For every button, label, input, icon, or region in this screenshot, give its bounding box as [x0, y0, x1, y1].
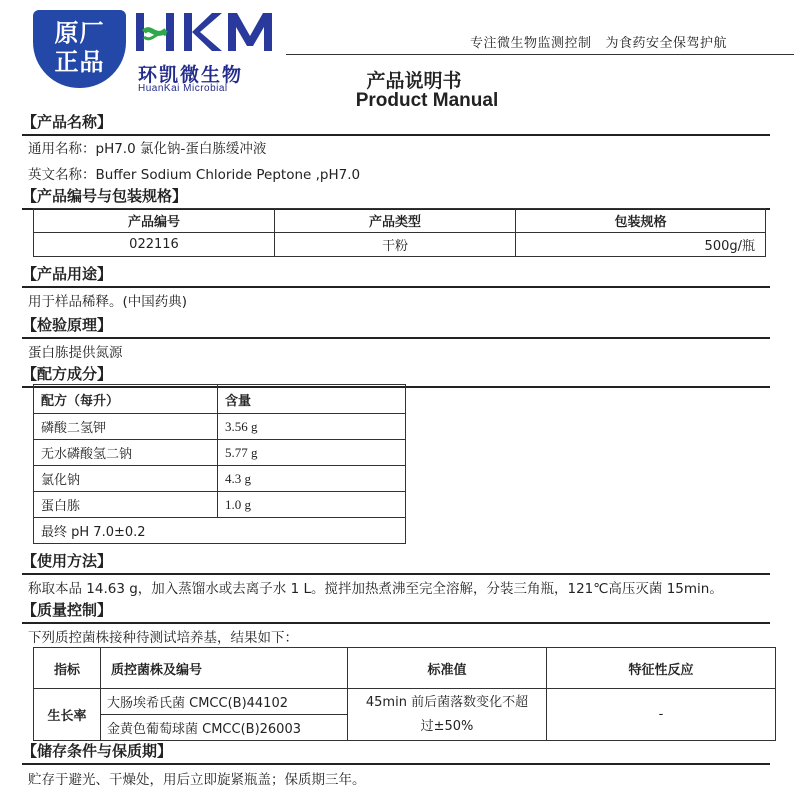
header-divider: [286, 54, 794, 55]
english-name: 英文名称：Buffer Sodium Chloride Peptone ,pH7.0: [28, 167, 361, 183]
common-name: 通用名称：pH7.0 氯化钠-蛋白胨缓冲液: [28, 141, 267, 157]
title-chinese: 产品说明书: [366, 70, 462, 92]
table-header-row: [34, 385, 406, 414]
qc-table: [33, 647, 776, 741]
spec-table: [33, 208, 766, 257]
package-size: 500g/瓶: [515, 233, 765, 257]
header-cell: 含量: [218, 385, 406, 414]
section-product-name: 【产品名称】: [22, 112, 770, 136]
method-text: 称取本品 14.63 g，加入蒸馏水或去离子水 1 L。搅拌加热煮沸至完全溶解，分装三角瓶，121℃高压灭菌 15min。: [28, 581, 723, 597]
final-ph: 最终 pH 7.0±0.2: [34, 518, 406, 544]
section-formula: 【配方成分】: [22, 364, 770, 388]
indicator: 生长率: [34, 689, 101, 741]
section-storage: 【储存条件与保质期】: [22, 741, 770, 765]
section-method: 【使用方法】: [22, 551, 770, 575]
title-english: Product Manual: [355, 90, 499, 111]
storage-text: 贮存于避光、干燥处，用后立即旋紧瓶盖；保质期三年。: [28, 772, 366, 788]
table-row: [34, 414, 406, 440]
section-use: 【产品用途】: [22, 264, 770, 288]
standard-value: [348, 689, 547, 741]
section-spec: 【产品编号与包装规格】: [22, 186, 770, 210]
principle-text: 蛋白胨提供氮源: [28, 345, 123, 361]
tagline: [470, 32, 727, 51]
strain: 大肠埃希氏菌 CMCC(B)44102: [101, 689, 348, 715]
amount: 3.56 g: [218, 414, 406, 440]
qc-intro: 下列质控菌株接种待测试培养基，结果如下：: [28, 630, 298, 646]
amount: 4.3 g: [218, 466, 406, 492]
ingredient: 磷酸二氢钾: [34, 414, 218, 440]
logo-english-name: HuanKai Microbial: [138, 83, 228, 94]
table-header-row: [34, 209, 766, 233]
amount: 5.77 g: [218, 440, 406, 466]
header-cell: 配方（每升）: [34, 385, 218, 414]
table-row: [34, 518, 406, 544]
logo-chinese-name: 环凯微生物: [138, 64, 244, 86]
ingredient: 无水磷酸氢二钠: [34, 440, 218, 466]
hkm-logo-mark: [134, 10, 280, 60]
standard-line1: 45min 前后菌落数变化不超: [365, 694, 529, 710]
tagline-left: 专注微生物监测控制: [470, 36, 592, 51]
tagline-right: 为食药安全保驾护航: [605, 36, 728, 51]
badge-line1: 原厂: [54, 19, 105, 47]
strain: 金黄色葡萄球菌 CMCC(B)26003: [101, 715, 348, 741]
ingredient: 蛋白胨: [34, 492, 218, 518]
header-cell: 包装规格: [515, 209, 765, 233]
amount: 1.0 g: [218, 492, 406, 518]
ingredient: 氯化钠: [34, 466, 218, 492]
table-row: [34, 492, 406, 518]
formula-table: [33, 384, 406, 544]
use-text: 用于样品稀释。(中国药典): [28, 294, 188, 310]
header-cell: 产品编号: [34, 209, 275, 233]
standard-line2: 过±50%: [420, 718, 474, 734]
characteristic-reaction: -: [547, 689, 776, 741]
table-header-row: [34, 648, 776, 689]
header-cell: 产品类型: [274, 209, 515, 233]
badge-line2: 正品: [54, 48, 105, 76]
product-type: 干粉: [274, 233, 515, 257]
table-row: [34, 466, 406, 492]
header-cell: 质控菌株及编号: [101, 648, 348, 689]
section-qc: 【质量控制】: [22, 600, 770, 624]
product-code: 022116: [34, 233, 275, 257]
header-cell: 指标: [34, 648, 101, 689]
header-cell: 特征性反应: [547, 648, 776, 689]
table-row: [34, 233, 766, 257]
table-row: [34, 440, 406, 466]
header-cell: 标准值: [348, 648, 547, 689]
table-row: [34, 689, 776, 715]
section-principle: 【检验原理】: [22, 315, 770, 339]
